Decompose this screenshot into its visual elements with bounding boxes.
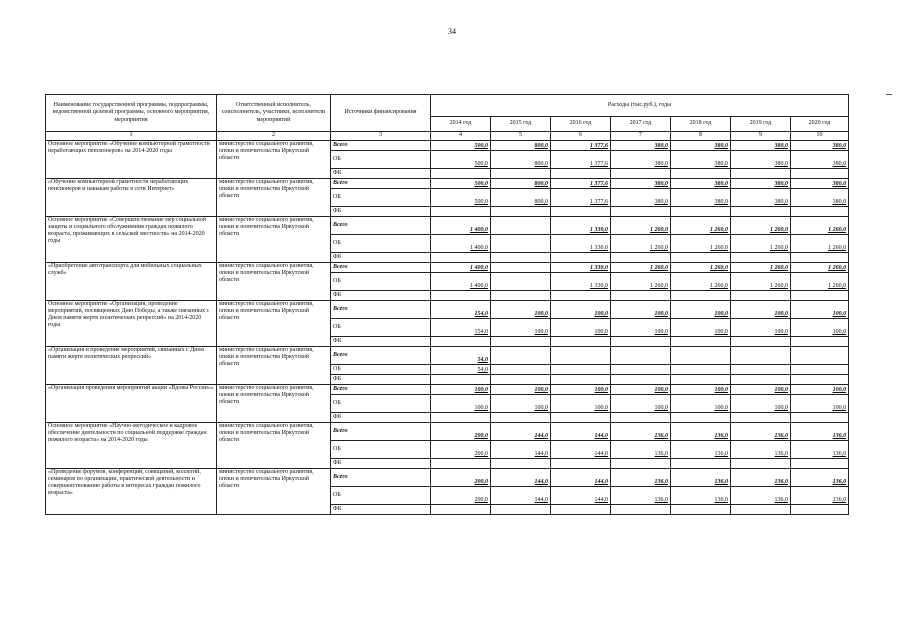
expense-value: 1 377,6 <box>551 179 611 189</box>
column-number: 10 <box>791 132 849 141</box>
expense-value <box>491 337 551 347</box>
expense-value: 100,0 <box>611 385 671 395</box>
expense-value: 144,0 <box>551 469 611 487</box>
expense-value: 154,0 <box>431 301 491 319</box>
page-number: 34 <box>448 27 456 36</box>
expense-value: 380,0 <box>611 189 671 207</box>
expense-value: 380,0 <box>611 141 671 151</box>
expense-value: 136,0 <box>611 441 671 459</box>
expense-value <box>551 347 611 365</box>
table-row <box>46 469 849 487</box>
expense-value <box>611 375 671 385</box>
expense-value: 1 377,6 <box>551 189 611 207</box>
expense-value <box>671 169 731 179</box>
expense-value <box>551 413 611 423</box>
expense-value <box>431 291 491 301</box>
executor-name: министерство социального развития, опеки и попечительства Иркутской области <box>217 301 331 347</box>
expense-value: 100,0 <box>731 319 791 337</box>
expense-value <box>491 375 551 385</box>
funding-source: ФБ <box>331 253 431 263</box>
expense-value: 1 260,0 <box>731 273 791 291</box>
header-year: 2019 год <box>731 117 791 132</box>
funding-source: ФБ <box>331 169 431 179</box>
expense-value: 136,0 <box>671 423 731 441</box>
program-name: «Обучение компьютерной грамотности неработающих пенсионеров и навыкам работы в сети Интернет» <box>46 179 217 217</box>
expense-value: 1 260,0 <box>671 263 731 273</box>
expense-value: 136,0 <box>791 423 849 441</box>
expense-value: 136,0 <box>731 423 791 441</box>
expense-value: 144,0 <box>491 469 551 487</box>
expense-value: 500,0 <box>431 141 491 151</box>
expense-value <box>431 337 491 347</box>
column-number: 2 <box>217 132 331 141</box>
expense-value: 136,0 <box>671 469 731 487</box>
header-year: 2016 год <box>551 117 611 132</box>
expense-value: 1 260,0 <box>611 235 671 253</box>
expense-value <box>611 253 671 263</box>
expense-value: 380,0 <box>791 179 849 189</box>
expense-value: 1 400,0 <box>431 273 491 291</box>
expense-value: 1 330,0 <box>551 273 611 291</box>
expense-value: 136,0 <box>731 469 791 487</box>
expense-value: 380,0 <box>731 189 791 207</box>
expense-value: 100,0 <box>791 301 849 319</box>
header-year: 2017 год <box>611 117 671 132</box>
expense-value: 200,0 <box>431 441 491 459</box>
expense-value <box>431 169 491 179</box>
executor-name: министерство социального развития, опеки и попечительства Иркутской области <box>217 469 331 515</box>
expense-value: 136,0 <box>611 423 671 441</box>
funding-source: ОБ <box>331 273 431 291</box>
funding-source: Всего <box>331 385 431 395</box>
expense-value: 1 260,0 <box>611 217 671 235</box>
expense-value <box>551 169 611 179</box>
expense-value: 1 260,0 <box>791 273 849 291</box>
program-name: Основное мероприятие «Совершенствование мер социальной защиты и социального обслуживания граждан пожилого возраста, проживающих в сельской местности» на 2014-2020 годы <box>46 217 217 263</box>
expense-value <box>671 347 731 365</box>
expense-value: 100,0 <box>551 385 611 395</box>
expense-value: 100,0 <box>731 301 791 319</box>
expense-value: 100,0 <box>671 319 731 337</box>
expense-value <box>551 505 611 515</box>
program-name: «Организация и проведение мероприятий, связанных с Днем памяти жертв политических репрессий» <box>46 347 217 385</box>
expense-value <box>551 337 611 347</box>
table-row <box>46 263 849 273</box>
expense-value: 136,0 <box>611 487 671 505</box>
expense-value <box>491 459 551 469</box>
expense-value: 136,0 <box>791 469 849 487</box>
funding-source: ФБ <box>331 413 431 423</box>
expense-value: 100,0 <box>791 385 849 395</box>
expense-value <box>611 459 671 469</box>
funding-source: Всего <box>331 469 431 487</box>
expense-value: 100,0 <box>671 301 731 319</box>
header-year: 2014 год <box>431 117 491 132</box>
expense-value: 380,0 <box>731 151 791 169</box>
funding-source: ОБ <box>331 235 431 253</box>
expense-value <box>791 505 849 515</box>
column-number: 8 <box>671 132 731 141</box>
expense-value: 136,0 <box>791 441 849 459</box>
expense-value: 1 260,0 <box>671 235 731 253</box>
margin-mark <box>886 94 892 95</box>
program-name: Основное мероприятие «Обучение компьютерной грамотности неработающих пенсионеров» на 2014-2020 годы <box>46 141 217 179</box>
expense-value: 136,0 <box>791 487 849 505</box>
expense-value <box>491 217 551 235</box>
funding-source: Всего <box>331 301 431 319</box>
expense-value <box>731 253 791 263</box>
funding-source: Всего <box>331 179 431 189</box>
expense-value: 100,0 <box>491 395 551 413</box>
expense-value: 380,0 <box>611 151 671 169</box>
expense-value: 100,0 <box>791 319 849 337</box>
table-row <box>46 301 849 319</box>
expense-value: 144,0 <box>491 441 551 459</box>
header-year: 2018 год <box>671 117 731 132</box>
expense-value: 800,0 <box>491 189 551 207</box>
expense-value <box>431 375 491 385</box>
expense-value: 100,0 <box>491 385 551 395</box>
header-executor-column: Ответственный исполнитель, соисполнитель, участники, исполнители мероприятий <box>217 95 331 132</box>
expense-value: 100,0 <box>431 395 491 413</box>
expense-value: 380,0 <box>791 151 849 169</box>
expense-value: 1 400,0 <box>431 217 491 235</box>
funding-source: ФБ <box>331 291 431 301</box>
funding-source: ОБ <box>331 151 431 169</box>
expense-value <box>491 505 551 515</box>
expense-value <box>791 365 849 375</box>
expense-value: 100,0 <box>491 319 551 337</box>
expense-value: 380,0 <box>791 189 849 207</box>
column-number: 5 <box>491 132 551 141</box>
expense-value: 136,0 <box>731 487 791 505</box>
expense-value <box>671 459 731 469</box>
expense-value <box>731 375 791 385</box>
funding-source: Всего <box>331 217 431 235</box>
expense-value <box>431 505 491 515</box>
expense-value <box>731 291 791 301</box>
header-source-column: Источники финансирования <box>331 95 431 132</box>
expense-value <box>791 253 849 263</box>
table-row <box>46 179 849 189</box>
executor-name: министерство социального развития, опеки и попечительства Иркутской области <box>217 141 331 179</box>
expense-value: 100,0 <box>671 395 731 413</box>
expense-value <box>431 459 491 469</box>
expense-value <box>551 375 611 385</box>
expense-value <box>791 169 849 179</box>
expense-value: 1 330,0 <box>551 263 611 273</box>
expense-value: 1 400,0 <box>431 235 491 253</box>
expense-value: 100,0 <box>611 395 671 413</box>
expense-value <box>431 207 491 217</box>
expense-value <box>731 365 791 375</box>
expense-value: 144,0 <box>491 423 551 441</box>
expense-value <box>671 375 731 385</box>
column-number: 9 <box>731 132 791 141</box>
expense-value <box>671 337 731 347</box>
funding-source: Всего <box>331 263 431 273</box>
expense-value: 144,0 <box>551 423 611 441</box>
expense-value: 100,0 <box>431 385 491 395</box>
expense-value <box>731 337 791 347</box>
funding-source: Всего <box>331 347 431 365</box>
expense-value <box>731 413 791 423</box>
expense-value: 380,0 <box>731 179 791 189</box>
expense-value <box>431 253 491 263</box>
funding-source: ОБ <box>331 365 431 375</box>
expense-value: 136,0 <box>731 441 791 459</box>
executor-name: министерство социального развития, опеки и попечительства Иркутской области <box>217 263 331 301</box>
table-row <box>46 347 849 365</box>
expense-value: 54,0 <box>431 347 491 365</box>
expense-value: 1 330,0 <box>551 217 611 235</box>
expense-value <box>491 235 551 253</box>
funding-source: ОБ <box>331 395 431 413</box>
funding-source: ОБ <box>331 441 431 459</box>
funding-source: ФБ <box>331 337 431 347</box>
table-row <box>46 385 849 395</box>
program-name: «Приобретение автотранспорта для мобильных социальных служб» <box>46 263 217 301</box>
expense-value: 100,0 <box>611 319 671 337</box>
expense-value: 500,0 <box>431 151 491 169</box>
funding-source: ФБ <box>331 459 431 469</box>
column-number: 7 <box>611 132 671 141</box>
expense-value: 380,0 <box>671 141 731 151</box>
expense-value <box>491 207 551 217</box>
expense-value: 380,0 <box>671 189 731 207</box>
expense-value <box>791 413 849 423</box>
expense-value <box>611 207 671 217</box>
expense-value <box>551 459 611 469</box>
expense-value <box>611 347 671 365</box>
budget-table <box>45 94 849 515</box>
funding-source: Всего <box>331 423 431 441</box>
expense-value <box>791 459 849 469</box>
expense-value: 380,0 <box>611 179 671 189</box>
expense-value: 100,0 <box>611 301 671 319</box>
expense-value: 100,0 <box>551 301 611 319</box>
expense-value <box>611 291 671 301</box>
expense-value <box>551 365 611 375</box>
expense-value <box>671 505 731 515</box>
expense-value: 200,0 <box>431 469 491 487</box>
expense-value <box>611 365 671 375</box>
expense-value: 1 260,0 <box>791 263 849 273</box>
expense-value: 200,0 <box>431 423 491 441</box>
funding-source: ОБ <box>331 319 431 337</box>
expense-value: 800,0 <box>491 179 551 189</box>
expense-value <box>731 169 791 179</box>
table-row <box>46 141 849 151</box>
expense-value <box>671 253 731 263</box>
expense-value <box>551 291 611 301</box>
expense-value <box>431 413 491 423</box>
expense-value <box>611 337 671 347</box>
program-name: Основное мероприятие «Научно-методическое и кадровое обеспечение деятельности по социальной поддержке граждан пожилого возраста» на 2014-2020 годы <box>46 423 217 469</box>
expense-value: 1 260,0 <box>611 273 671 291</box>
expense-value: 1 260,0 <box>671 217 731 235</box>
funding-source: ФБ <box>331 375 431 385</box>
expense-value <box>791 207 849 217</box>
expense-value <box>791 337 849 347</box>
expense-value <box>611 505 671 515</box>
header-year: 2015 год <box>491 117 551 132</box>
expense-value <box>491 263 551 273</box>
expense-value: 1 260,0 <box>671 273 731 291</box>
expense-value <box>491 413 551 423</box>
column-number: 3 <box>331 132 431 141</box>
expense-value: 154,0 <box>431 319 491 337</box>
funding-source: Всего <box>331 141 431 151</box>
expense-value <box>611 413 671 423</box>
expense-value: 136,0 <box>671 441 731 459</box>
expense-value: 54,0 <box>431 365 491 375</box>
expense-value: 1 260,0 <box>611 263 671 273</box>
expense-value <box>671 291 731 301</box>
expense-value: 800,0 <box>491 141 551 151</box>
expense-value: 1 260,0 <box>731 235 791 253</box>
expense-value: 380,0 <box>671 151 731 169</box>
expense-value: 136,0 <box>671 487 731 505</box>
column-number: 6 <box>551 132 611 141</box>
header-name-column: Наименование государственной программы, подпрограммы, ведомственной целевой программы, основного мероприятия, мероприятия <box>46 95 217 132</box>
expense-value: 100,0 <box>731 395 791 413</box>
executor-name: министерство социального развития, опеки и попечительства Иркутской области <box>217 385 331 423</box>
expense-value <box>731 207 791 217</box>
expense-value: 500,0 <box>431 189 491 207</box>
expense-value <box>491 273 551 291</box>
expense-value <box>791 375 849 385</box>
expense-value: 1 377,6 <box>551 141 611 151</box>
expense-value <box>731 505 791 515</box>
expense-value: 1 260,0 <box>731 217 791 235</box>
column-number: 1 <box>46 132 217 141</box>
expense-value <box>671 413 731 423</box>
header-year: 2020 год <box>791 117 849 132</box>
funding-source: ФБ <box>331 505 431 515</box>
expense-value: 1 330,0 <box>551 235 611 253</box>
expense-value <box>551 253 611 263</box>
column-number: 4 <box>431 132 491 141</box>
expense-value: 100,0 <box>551 395 611 413</box>
table-row <box>46 423 849 441</box>
expense-value: 1 260,0 <box>791 235 849 253</box>
expense-value <box>491 347 551 365</box>
expense-value: 136,0 <box>611 469 671 487</box>
expense-value: 800,0 <box>491 151 551 169</box>
program-name: «Проведение форумов, конференций, совещаний, коллегий, семинаров по организации, практической деятельности и совершенствованию работы в интересах граждан пожилого возраста» <box>46 469 217 515</box>
expense-value: 1 400,0 <box>431 263 491 273</box>
expense-value: 380,0 <box>671 179 731 189</box>
executor-name: министерство социального развития, опеки и попечительства Иркутской области <box>217 423 331 469</box>
expense-value <box>731 347 791 365</box>
expense-value: 100,0 <box>731 385 791 395</box>
expense-value <box>731 459 791 469</box>
expense-value <box>791 347 849 365</box>
executor-name: министерство социального развития, опеки и попечительства Иркутской области <box>217 179 331 217</box>
expense-value: 144,0 <box>551 487 611 505</box>
expense-value <box>611 169 671 179</box>
executor-name: министерство социального развития, опеки и попечительства Иркутской области <box>217 217 331 263</box>
expense-value <box>671 207 731 217</box>
expense-value: 1 260,0 <box>791 217 849 235</box>
expense-value: 1 260,0 <box>731 263 791 273</box>
expense-value: 100,0 <box>791 395 849 413</box>
table-row <box>46 217 849 235</box>
expense-value <box>791 291 849 301</box>
funding-source: ОБ <box>331 189 431 207</box>
expense-value <box>491 169 551 179</box>
funding-source: ОБ <box>331 487 431 505</box>
program-name: «Организация проведения мероприятий акции «Вдовы России»» <box>46 385 217 423</box>
expense-value: 380,0 <box>791 141 849 151</box>
expense-value <box>491 253 551 263</box>
expense-value: 500,0 <box>431 179 491 189</box>
header-expenses: Расходы (тыс.руб.), годы <box>431 95 849 117</box>
expense-value: 144,0 <box>551 441 611 459</box>
expense-value: 144,0 <box>491 487 551 505</box>
program-name: Основное мероприятие «Организация, проведение мероприятий, посвященных Дню Победы, а также связанных с Днем памяти жертв политических репрессий» на 2014-2020 годы <box>46 301 217 347</box>
funding-source: ФБ <box>331 207 431 217</box>
expense-value: 100,0 <box>551 319 611 337</box>
expense-value: 100,0 <box>671 385 731 395</box>
expense-value: 380,0 <box>731 141 791 151</box>
expense-value <box>491 365 551 375</box>
expense-value <box>491 291 551 301</box>
executor-name: министерство социального развития, опеки и попечительства Иркутской области <box>217 347 331 385</box>
expense-value: 100,0 <box>491 301 551 319</box>
expense-value <box>551 207 611 217</box>
expense-value: 1 377,6 <box>551 151 611 169</box>
expense-value: 200,0 <box>431 487 491 505</box>
expense-value <box>671 365 731 375</box>
